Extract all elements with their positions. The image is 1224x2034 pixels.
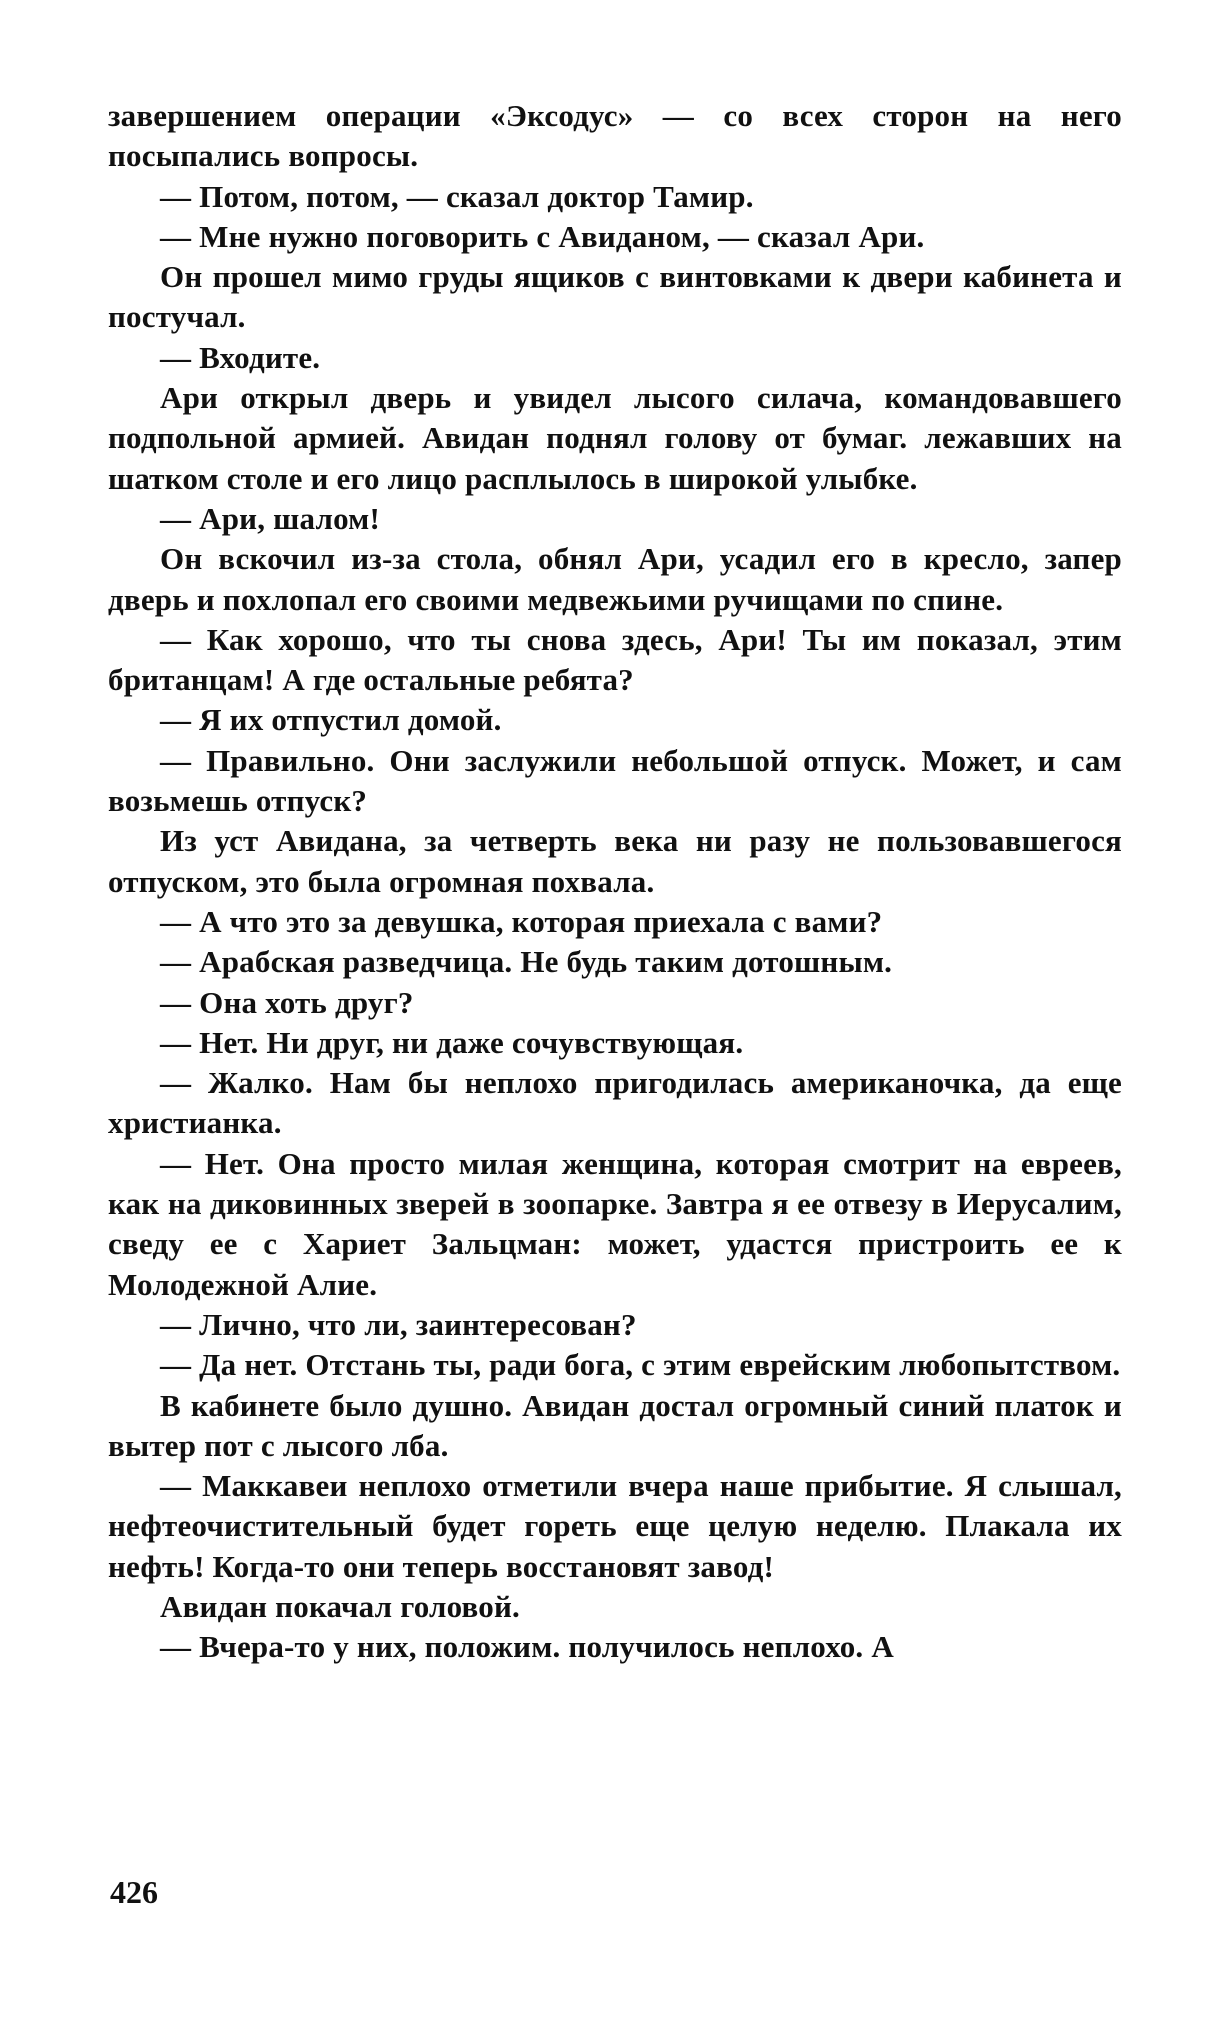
paragraph-1: завершением операции «Эксодус» — со всех сторон на него посыпались вопросы. xyxy=(108,98,1122,174)
paragraph-23: Авидан покачал головой. xyxy=(160,1588,520,1624)
paragraph-22: — Маккавеи неплохо отметили вчера наше прибытие. Я слышал, нефтеочистительный будет гореть еще целую неделю. Плакала их нефть! Когда-то они теперь восстановят завод! xyxy=(108,1468,1122,1584)
paragraph-13: — А что это за девушка, которая приехала с вами? xyxy=(160,903,883,939)
paragraph-6: Ари открыл дверь и увидел лысого силача, командовавшего подпольной армией. Авидан поднял голову от бумаг. лежавших на шатком столе и его лицо расплылось в широкой улыбке. xyxy=(108,380,1122,496)
paragraph-9: — Как хорошо, что ты снова здесь, Ари! Ты им показал, этим британцам! А где остальные ребята? xyxy=(108,621,1122,698)
paragraph-18: — Нет. Она просто милая женщина, которая смотрит на евреев, как на диковинных зверей в зоопарке. Завтра я ее отвезу в Иерусалим, сведу ее с Хариет Зальцман: может, удастся пристроить ее к Молодежной Алие. xyxy=(108,1145,1122,1302)
page-number: 426 xyxy=(110,1874,158,1910)
paragraph-24: — Вчера-то у них, положим. получилось неплохо. А xyxy=(160,1629,894,1665)
paragraph-5: — Входите. xyxy=(160,339,321,375)
paragraph-17: — Жалко. Нам бы неплохо пригодилась американочка, да еще христианка. xyxy=(108,1065,1122,1141)
paragraph-3: — Мне нужно поговорить с Авиданом, — сказал Ари. xyxy=(160,218,925,254)
paragraph-21: В кабинете было душно. Авидан достал огромный синий платок и вытер пот с лысого лба. xyxy=(108,1387,1122,1463)
paragraph-8: Он вскочил из-за стола, обнял Ари, усадил его в кресло, запер дверь и похлопал его своими медвежьими ручищами по спине. xyxy=(108,541,1122,617)
paragraph-10: — Я их отпустил домой. xyxy=(160,702,502,738)
paragraph-14: — Арабская разведчица. Не будь таким дотошным. xyxy=(160,944,893,980)
paragraph-12: Из уст Авидана, за четверть века ни разу не пользовавшегося отпуском, это была огромная похвала. xyxy=(108,823,1122,899)
page-body xyxy=(108,96,1122,1668)
paragraph-20: — Да нет. Отстань ты, ради бога, с этим еврейским любопытством. xyxy=(160,1347,1121,1383)
paragraph-16: — Нет. Ни друг, ни даже сочувствующая. xyxy=(160,1024,744,1060)
paragraph-4: Он прошел мимо груды ящиков с винтовками к двери кабинета и постучал. xyxy=(108,259,1122,335)
paragraph-19: — Лично, что ли, заинтересован? xyxy=(160,1306,637,1342)
paragraph-11: — Правильно. Они заслужили небольшой отпуск. Может, и сам возьмешь отпуск? xyxy=(108,742,1122,819)
paragraph-15: — Она хоть друг? xyxy=(160,984,414,1020)
paragraph-2: — Потом, потом, — сказал доктор Тамир. xyxy=(160,178,754,214)
paragraph-7: — Ари, шалом! xyxy=(160,500,381,536)
